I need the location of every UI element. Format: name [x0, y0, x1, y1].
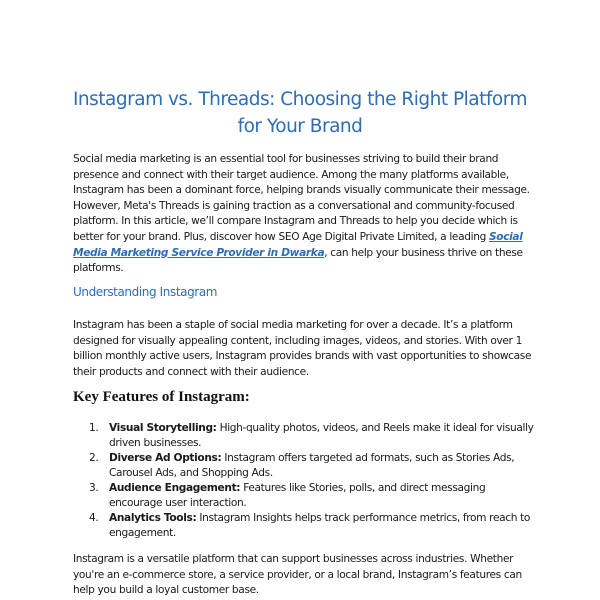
feature-label: Audience Engagement:	[109, 482, 241, 494]
closing-paragraph: Instagram is a versatile platform that can support businesses across industries. Whether you're an e-commerce store, a service provider, or a local brand, Instagram’s features can help you build a loyal customer base.	[73, 553, 522, 597]
feature-text: Instagram Insights helps track performance metrics, from reach to engagement.	[109, 512, 531, 539]
service-provider-link[interactable]: Social Media Marketing Service Provider in Dwarka	[73, 230, 523, 259]
feature-item	[89, 511, 537, 541]
intro-paragraph	[73, 152, 533, 277]
feature-label: Diverse Ad Options:	[109, 452, 222, 464]
feature-text: High-quality photos, videos, and Reels make it ideal for visually driven businesses.	[109, 422, 534, 449]
document-title: Instagram vs. Threads: Choosing the Right Platform for Your Brand	[72, 89, 528, 137]
feature-number: 1.	[89, 422, 99, 434]
intro-text-end: , can help your business thrive on these platforms.	[73, 246, 523, 275]
features-list	[89, 421, 537, 541]
feature-text: Instagram offers targeted ad formats, such as Stories Ads, Carousel Ads, and Shopping Ads.	[109, 452, 515, 479]
feature-number: 4.	[89, 512, 99, 524]
features-heading: Key Features of Instagram:	[73, 389, 250, 405]
feature-number: 2.	[89, 452, 99, 464]
section-heading: Understanding Instagram	[73, 285, 218, 299]
feature-item	[89, 481, 537, 511]
feature-item	[89, 421, 537, 451]
feature-text: Features like Stories, polls, and direct messaging encourage user interaction.	[109, 482, 486, 509]
section-paragraph: Instagram has been a staple of social media marketing for over a decade. It’s a platform designed for visually appealing content, including images, videos, and stories. With over 1 billion monthly active users, Instagram provides brands with vast opportunities to showcase their products and connect with their audience.	[73, 319, 532, 378]
feature-number: 3.	[89, 482, 99, 494]
intro-text: Social media marketing is an essential tool for businesses striving to build their brand presence and connect with their target audience. Among the many platforms available, Instagram has been a dominant force, helping brands visually communicate their message. However, Meta's Threads is gaining traction as a conversational and community-focused platform. In this article, we’ll compare Instagram and Threads to help you decide which is better for your brand. Plus, discover how SEO Age Digital Private Limited, a leading	[73, 153, 530, 243]
feature-label: Analytics Tools:	[109, 512, 197, 524]
feature-item	[89, 451, 537, 481]
feature-label: Visual Storytelling:	[109, 422, 217, 434]
